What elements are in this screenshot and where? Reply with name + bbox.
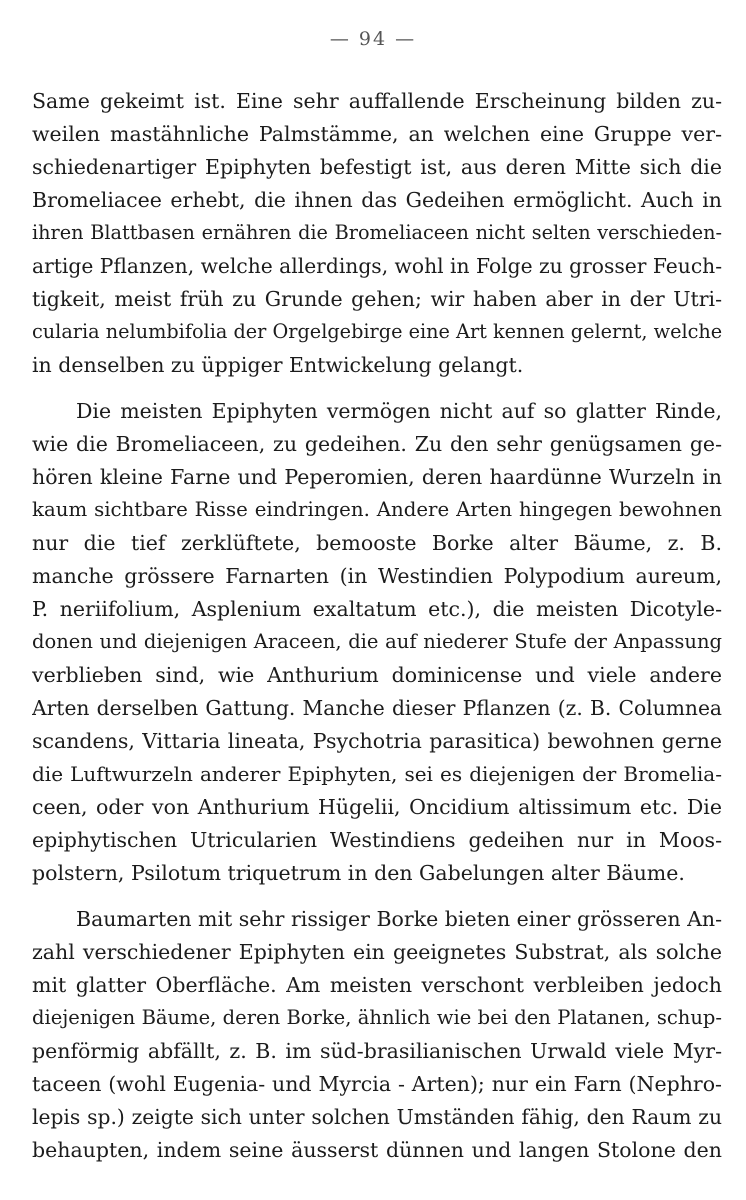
text-line: verblieben sind, wie Anthurium dominicense und viele andere	[32, 663, 722, 687]
text-line: kaum sichtbare Risse eindringen. Andere Arten hingegen bewohnen	[32, 498, 722, 521]
text-line: penförmig abfällt, z. B. im süd-brasilianischen Urwald viele Myr-	[32, 1039, 722, 1063]
text-line: Die meisten Epiphyten vermögen nicht auf so glatter Rinde,	[76, 399, 722, 423]
text-line: diejenigen Bäume, deren Borke, ähnlich wie bei den Platanen, schup-	[32, 1006, 722, 1029]
text-line: Arten derselben Gattung. Manche dieser Pflanzen (z. B. Columnea	[32, 696, 722, 720]
text-line: cularia nelumbifolia der Orgelgebirge eine Art kennen gelernt, welche	[32, 320, 722, 343]
text-line: die Luftwurzeln anderer Epiphyten, sei es diejenigen der Bromelia-	[32, 762, 722, 786]
text-line: donen und diejenigen Araceen, die auf niederer Stufe der Anpassung	[32, 630, 722, 653]
text-line: lepis sp.) zeigte sich unter solchen Umständen fähig, den Raum zu	[32, 1105, 722, 1129]
text-line: ihren Blattbasen ernähren die Bromeliaceen nicht selten verschieden-	[32, 221, 722, 244]
text-line: tigkeit, meist früh zu Grunde gehen; wir haben aber in der Utri-	[32, 287, 722, 311]
text-line: taceen (wohl Eugenia- und Myrcia - Arten); nur ein Farn (Nephro-	[32, 1072, 722, 1096]
text-line: zahl verschiedener Epiphyten ein geeignetes Substrat, als solche	[32, 940, 722, 964]
text-line: in denselben zu üppiger Entwickelung gelangt.	[32, 353, 524, 377]
text-line: manche grössere Farnarten (in Westindien Polypodium aureum,	[32, 564, 722, 588]
text-line: nur die tief zerklüftete, bemooste Borke alter Bäume, z. B.	[32, 531, 722, 555]
text-line: ceen, oder von Anthurium Hügelii, Oncidium altissimum etc. Die	[32, 795, 722, 819]
page-number: — 94 —	[329, 28, 417, 50]
text-line: polstern, Psilotum triquetrum in den Gabelungen alter Bäume.	[32, 861, 685, 885]
text-line: schiedenartiger Epiphyten befestigt ist, aus deren Mitte sich die	[32, 155, 722, 179]
text-line: Bromeliacee erhebt, die ihnen das Gedeihen ermöglicht. Auch in	[32, 188, 722, 212]
text-line: artige Pflanzen, welche allerdings, wohl in Folge zu grosser Feuch-	[32, 254, 722, 278]
text-line: Same gekeimt ist. Eine sehr auffallende Erscheinung bilden zu-	[32, 89, 722, 113]
text-line: P. neriifolium, Asplenium exaltatum etc.), die meisten Dicotyle-	[32, 597, 722, 621]
text-line: wie die Bromeliaceen, zu gedeihen. Zu den sehr genügsamen ge-	[32, 432, 722, 456]
text-line: weilen mastähnliche Palmstämme, an welchen eine Gruppe ver-	[32, 122, 722, 146]
text-line: Baumarten mit sehr rissiger Borke bieten einer grösseren An-	[76, 907, 722, 931]
text-line: behaupten, indem seine äusserst dünnen und langen Stolone den	[32, 1138, 722, 1162]
text-line: hören kleine Farne und Peperomien, deren haardünne Wurzeln in	[32, 465, 722, 489]
text-line: scandens, Vittaria lineata, Psychotria parasitica) bewohnen gerne	[32, 729, 722, 753]
text-line: mit glatter Oberfläche. Am meisten verschont verbleiben jedoch	[32, 973, 722, 997]
text-line: epiphytischen Utricularien Westindiens gedeihen nur in Moos-	[32, 828, 722, 852]
